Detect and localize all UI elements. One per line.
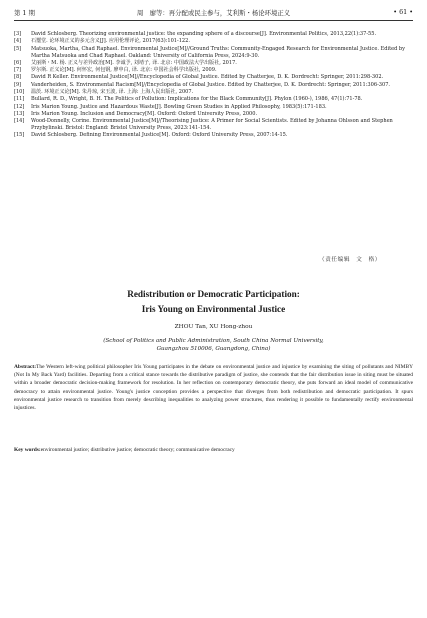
reference-text: 罗尔斯. 正义论[M]. 何怀宏, 何包钢, 廖申白, 译. 北京: 中国社会科学出版社, 2009. [31,67,217,74]
reference-item [14,132,414,139]
reference-text: Iris Marion Young. Inclusion and Democracy[M]. Oxford: Oxford University Press, 2000. [31,110,258,117]
reference-list [14,31,414,140]
abstract [14,363,413,412]
authors: ZHOU Tan, XU Hong-zhou [174,324,253,330]
reference-number: [14] [14,118,25,125]
abstract-text: The Western left-wing political philosopher Iris Young participates in the debate on environmental justice and injustice by examining the siting of pollutants and NIMBY (Not In My Back Yard) facilities. Departing from a critical stance towards the distributive paradigm of justice, she contends that the fair distribution issue in siting must be situated within a broader democratic decision-making framework for resolution. In her reflection on contemporary democratic theory, she puts forward an ideal model of communicative democracy to attain environmental justice. Young's justice conception provides a perspective that diverges from both redistribution and democratic participation. It spurs environmental justice research to transition from merely describing inequalities to analyzing power structures, thus rendering it possible to fundamentally rectify environmental injustices. [14,364,413,412]
reference-number: [5] [14,45,22,52]
reference-text: Bullard, R. D., Wright, B. H. The Politics of Pollution: Implications for the Black Community[J]. Phylon (1960-), 1986, 47(1):71-78. [31,96,363,103]
paper-title-line-1: Redistribution or Democratic Participation: [127,289,300,299]
reference-item [14,74,414,81]
reference-number: [11] [14,96,25,103]
reference-number: [10] [14,88,25,95]
running-title: 周 廖等：再分配或民主参与，艾利斯・杨论环境正义 [136,9,291,17]
reference-number: [13] [14,110,25,117]
running-header [14,6,413,21]
reference-number: [8] [14,74,22,81]
reference-item [14,46,414,60]
reference-item [14,96,414,103]
affiliation-line-2: Guangzhou 510006, Guangdong, China) [156,346,271,353]
reference-item [14,104,414,111]
reference-text: Vanderheiden, S. Environmental Racism[M]//Encyclopedia of Global Justice. Edited by Chatterjee, D. K. Dordrecht: Springer, 2011:306-307. [31,81,391,88]
reference-item [14,118,414,132]
reference-item [14,111,414,118]
reference-item [14,89,414,96]
reference-number: [6] [14,59,22,66]
reference-number: [4] [14,38,22,45]
affiliation-line-1: (School of Politics and Public Administration, South China Normal University, [103,338,324,344]
reference-number: [7] [14,67,22,74]
reference-number: [15] [14,132,25,139]
reference-text: Wood-Donnelly, Corine. Environmental Justice[M]//Theorising Justice: A Primer for Social Scientists. Edited by Johanna Ohlsson and Stephen Przybylinski. Bristol: England: Bristol University Press, 2023:141-154. [31,118,393,132]
keywords-label: Key words: [14,447,41,453]
paper-title-line-2: Iris Young on Environmental Justice [141,304,286,314]
paper-title [0,287,427,317]
keywords-text: environmental justice; distributive justice; democratic theory; communicative democracy [40,447,235,453]
reference-text: David Schlosberg. Defining Environmental Justice[M]. Oxford: Oxford University Press, 2007:14-15. [31,132,288,139]
keywords [14,446,413,454]
reference-item [14,67,414,74]
issue-number: 第 1 期 [14,9,35,17]
reference-item [14,82,414,89]
reference-text: 艾丽斯・M. 杨. 正义与差异政治[M]. 李诚予, 刘靖子, 译. 北京: 中国政法大学出版社, 2017. [31,59,237,66]
reference-number: [3] [14,31,22,37]
abstract-label: Abstract: [14,364,37,370]
reference-text: 温茨. 环境正义论[M]. 朱丹琼, 宋玉波, 译. 上海: 上海人民出版社, 2007. [31,88,194,95]
affiliation [40,337,387,353]
reference-item [14,60,414,67]
reference-text: Iris Marion Young. Justice and Hazardous Waste[J]. Bowling Green Studies in Applied Philosophy, 1983(5):171-183. [31,103,327,110]
reference-number: [12] [14,103,25,110]
editor-note: （责任编辑 文 格） [319,257,381,263]
page-number: • 61 • [393,8,413,16]
reference-text: David R Keller. Environmental Justice[M]//Encyclopedia of Global Justice. Edited by Chatterjee, D. K. Dordrecht: Springer, 2011:298-302. [31,74,384,81]
reference-item [14,38,414,45]
reference-text: 石璽堂. 论环境正义的多元含义[J]. 应用伦理评论, 2017(63):101-122. [31,38,190,45]
reference-text: David Schlosberg. Theorizing environmental justice: the expanding sphere of a discourse[J]. Environmental Politics, 2013,22(1):37-55. [31,31,377,37]
reference-number: [9] [14,81,22,88]
reference-item [14,31,414,38]
reference-text: Matsuoka, Martha, Chad Raphael. Environmental Justice[M]//Ground Truths: Community-Engaged Research for Environmental Justice. Edited by Martha Matsuoka and Chad Raphael. Oakland: University of California Press, 2024:9-30. [31,45,406,59]
